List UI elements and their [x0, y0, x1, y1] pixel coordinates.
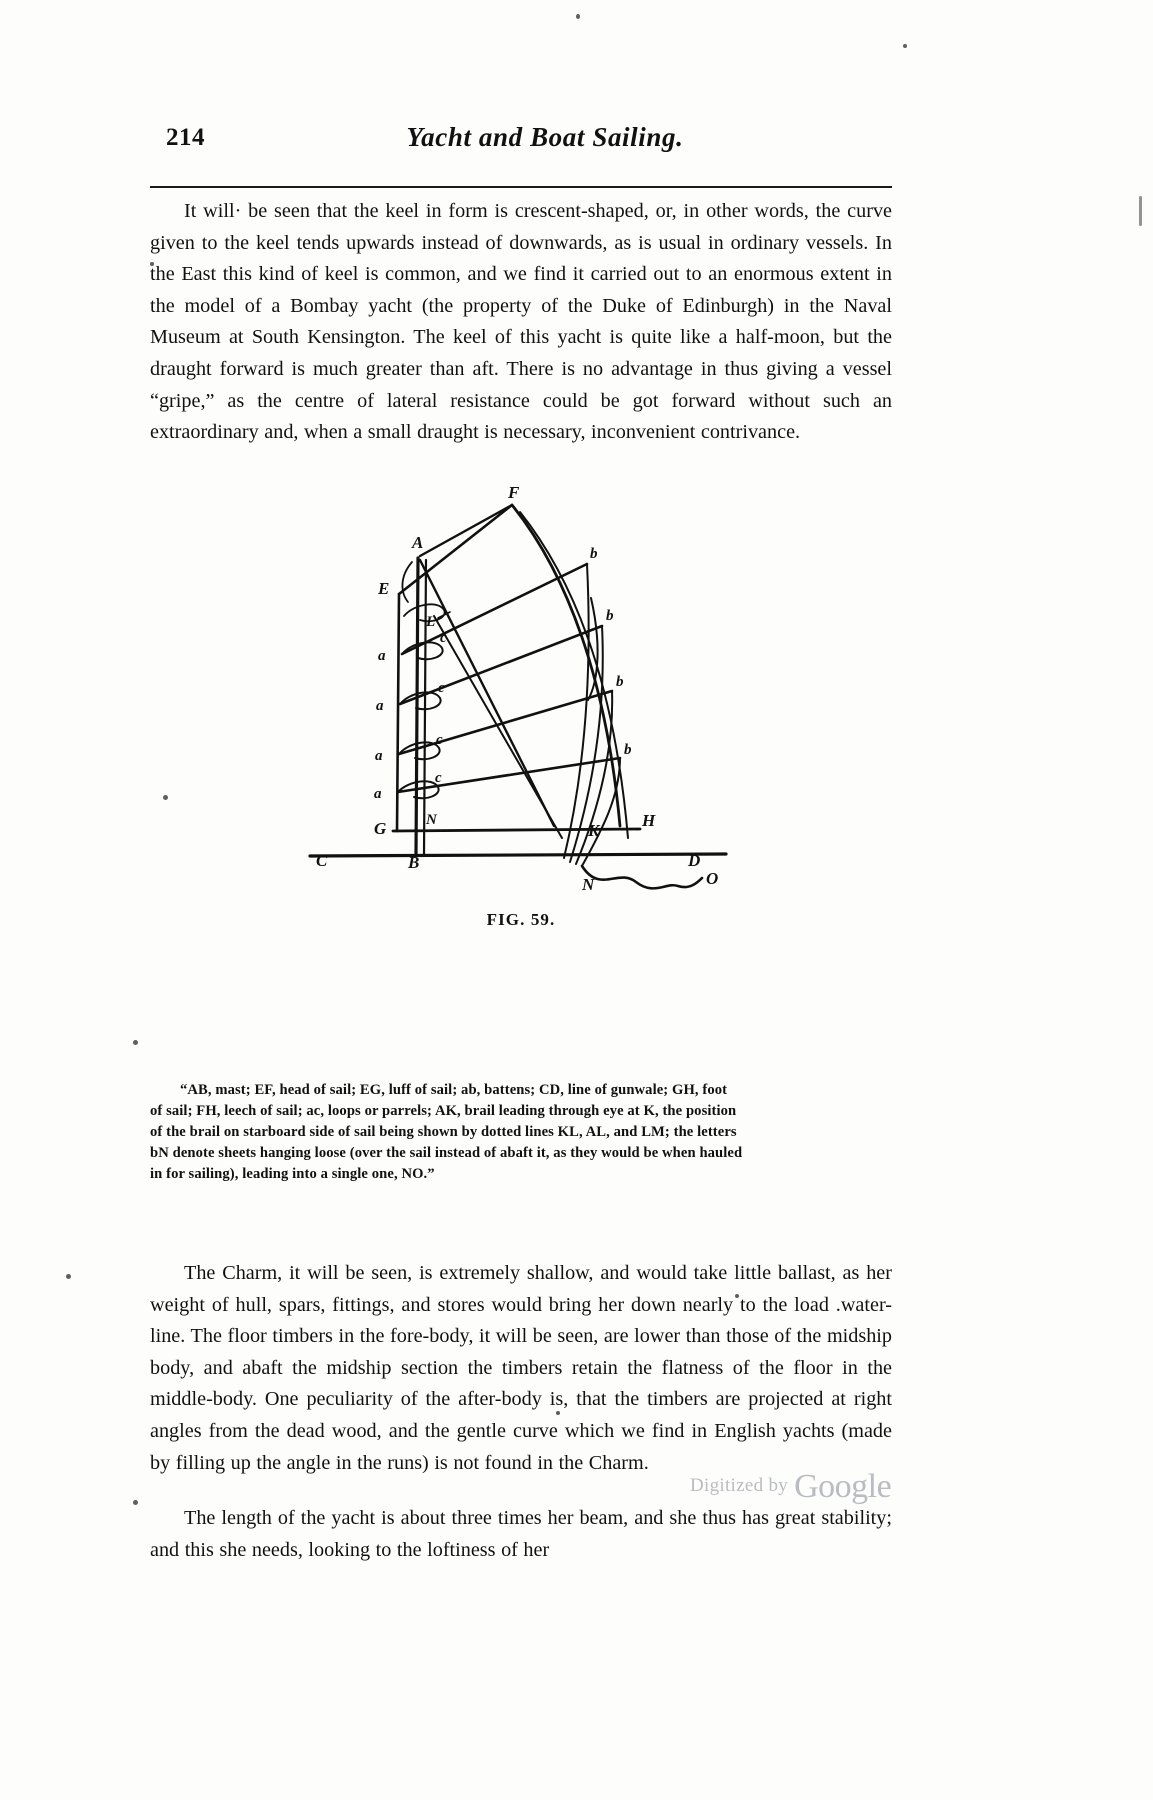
sheet-wave-no — [582, 866, 702, 888]
paragraph-first: It will· be seen that the keel in form is crescent-shaped, or, in other words, the curve given to the keel tends upwards instead of downwards, as is usual in ordinary vessels. In the East this kind of keel is common, and we find it carried out to an enormous extent in the model of a Bombay yacht (the property of the Duke of Edinburgh) in the Naval Museum at South Kensington. The keel of this yacht is quite like a half-moon, but the draught forward is much greater than aft. There is no advantage in thus giving a vessel “gripe,” as the centre of lateral resistance could be got forward without such an extraordinary and, when a small draught is necessary, inconvenient contrivance. — [150, 200, 892, 444]
label-a-3: a — [375, 748, 383, 764]
mast-line-ab — [416, 558, 418, 854]
book-title: Yacht and Boat Sailing. — [406, 122, 684, 152]
scan-speck — [133, 1500, 138, 1505]
label-D: D — [688, 851, 701, 870]
label-c-2: c — [438, 680, 445, 696]
label-N-sheet: N — [582, 875, 595, 894]
label-A: A — [412, 533, 424, 552]
figure-59 — [150, 486, 892, 936]
header-rule — [150, 186, 892, 188]
paragraph-block-two — [150, 1258, 892, 1479]
legend-line-4: bN denote sheets hanging loose (over the sail instead of abaft it, as they would be when hauled — [150, 1145, 743, 1161]
google-logo: Google — [794, 1468, 892, 1505]
label-F: F — [508, 486, 520, 502]
label-c-1: c — [440, 630, 447, 646]
parrel-loop-top — [404, 604, 445, 621]
label-c-4: c — [435, 770, 442, 786]
label-a-4: a — [374, 786, 382, 802]
batten-3 — [399, 691, 612, 754]
label-a-2: a — [376, 698, 384, 714]
label-G: G — [374, 819, 387, 838]
label-b-1: b — [590, 546, 598, 562]
watermark-prefix: Digitized by — [690, 1475, 789, 1496]
sail-plan-diagram — [150, 486, 892, 906]
foot-of-sail-gh — [393, 829, 640, 831]
label-C: C — [316, 851, 328, 870]
gunwale-line-cd — [310, 854, 726, 856]
label-a-1: a — [378, 648, 386, 664]
legend-line-1: “AB, mast; EF, head of sail; EG, luff of sail; ab, battens; CD, line of gunwale; GH, foot — [180, 1082, 728, 1098]
label-O: O — [706, 869, 719, 888]
running-head — [150, 122, 910, 166]
paragraph-third: The length of the yacht is about three times her beam, and she thus has great stability; and this she needs, looking to the loftiness of her — [150, 1507, 892, 1561]
label-b-2: b — [606, 608, 614, 624]
batten-4 — [398, 758, 620, 792]
paragraph-second: The Charm, it will be seen, is extremely shallow, and would take little ballast, as her weight of hull, spars, fittings, and stores would bring her down nearly to the load .water-line. The floor timbers in the fore-body, it will be seen, are lower than those of the midship body, and abaft the midship section the timbers retain the flatness of the floor in the middle-body. One peculiarity of the after-body is, that the timbers are projected at right angles from the dead wood, and the gentle curve which we find in English yachts (made by filling up the angle in the runs) is not found in the Charm. — [150, 1262, 892, 1474]
legend-line-3: of the brail on starboard side of sail being shown by dotted lines KL, AL, and LM; the letters — [150, 1124, 737, 1140]
legend-line-2: of sail; FH, leech of sail; ac, loops or parrels; AK, brail leading through eye at K, the position — [150, 1103, 737, 1119]
figure-caption-text: FIG. 59. — [486, 910, 556, 929]
legend-line-5: in for sailing), leading into a single one, NO.” — [150, 1166, 435, 1182]
label-H: H — [642, 811, 656, 830]
peak-line-af — [420, 505, 512, 556]
label-c-3: c — [436, 732, 443, 748]
figure-caption-number — [150, 910, 892, 930]
label-b-4: b — [624, 742, 632, 758]
luff-line-eg — [397, 594, 399, 831]
paragraph-block-three — [150, 1503, 892, 1566]
scan-speck — [66, 1274, 71, 1279]
scan-speck — [903, 44, 907, 48]
label-K: K — [588, 821, 600, 840]
label-b-3: b — [616, 674, 624, 690]
figure-legend — [150, 1080, 896, 1185]
scan-speck — [1139, 196, 1142, 226]
scan-speck — [133, 1040, 138, 1045]
scan-speck — [576, 14, 580, 19]
label-M: N — [426, 812, 437, 828]
paragraph-block-one — [150, 196, 892, 449]
page-number: 214 — [166, 124, 205, 151]
digitized-watermark — [690, 1468, 920, 1512]
label-B: B — [408, 853, 420, 872]
label-E: E — [378, 579, 390, 598]
throat-curve — [402, 562, 412, 602]
label-L: L — [426, 614, 436, 630]
